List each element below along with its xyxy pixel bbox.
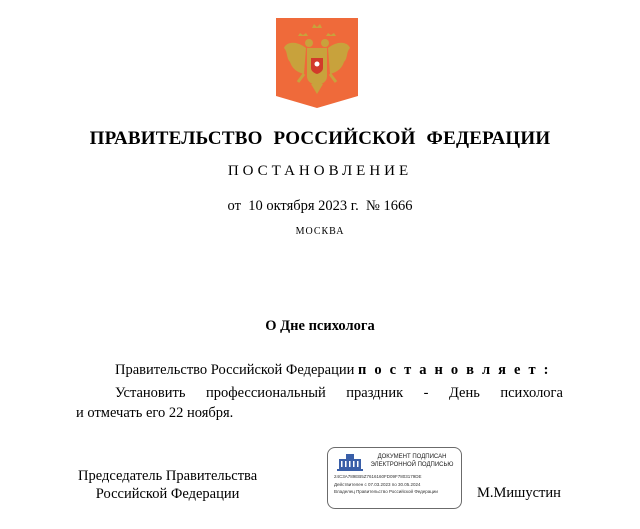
clause-word: - <box>423 385 429 401</box>
document-subject: О Дне психолога <box>265 318 375 334</box>
certificate-serial: 24C3A789EB5Z7616160FD09F7803179DE <box>334 474 422 479</box>
city: МОСКВА <box>295 226 345 237</box>
clause-word: психолога <box>500 385 563 401</box>
clause-word: Установить <box>115 385 186 401</box>
clause-word: праздник <box>346 385 404 401</box>
stamp-title: ДОКУМЕНТ ПОДПИСАН ЭЛЕКТРОННОЙ ПОДПИСЬЮ <box>370 454 454 468</box>
preamble <box>115 362 551 379</box>
preamble-text: Правительство Российской Федерации <box>115 362 355 378</box>
clause-line-2: и отмечать его 22 ноября. <box>76 405 234 421</box>
clause-word: День <box>448 385 480 401</box>
russian-coat-of-arms-icon <box>276 18 358 108</box>
government-title: ПРАВИТЕЛЬСТВО РОССИЙСКОЙ ФЕДЕРАЦИИ <box>89 128 551 149</box>
date-prefix: от <box>227 198 241 214</box>
document-date: 10 октября 2023 г. <box>248 198 359 214</box>
signer-position-line-2: Российской Федерации <box>95 486 240 502</box>
clause-word: профессиональный <box>205 385 326 401</box>
number-sign: № <box>365 198 380 214</box>
preamble-verb: п о с т а н о в л я е т : <box>357 362 551 378</box>
clause-line-1 <box>115 385 563 402</box>
signer-position-line-1: Председатель Правительства <box>78 468 258 484</box>
signer-name: М.Мишустин <box>477 485 561 501</box>
document-type: ПОСТАНОВЛЕНИЕ <box>227 163 413 179</box>
certificate-validity: Действителен с 07.03.2023 по 30.05.2024 <box>334 482 421 487</box>
document-number: 1666 <box>383 198 413 214</box>
date-line <box>0 198 640 215</box>
electronic-signature-stamp <box>327 447 462 509</box>
certificate-owner: Владелец Правительство Российской Федерации <box>334 489 438 494</box>
signer-position <box>78 467 257 503</box>
government-building-icon <box>337 453 363 471</box>
